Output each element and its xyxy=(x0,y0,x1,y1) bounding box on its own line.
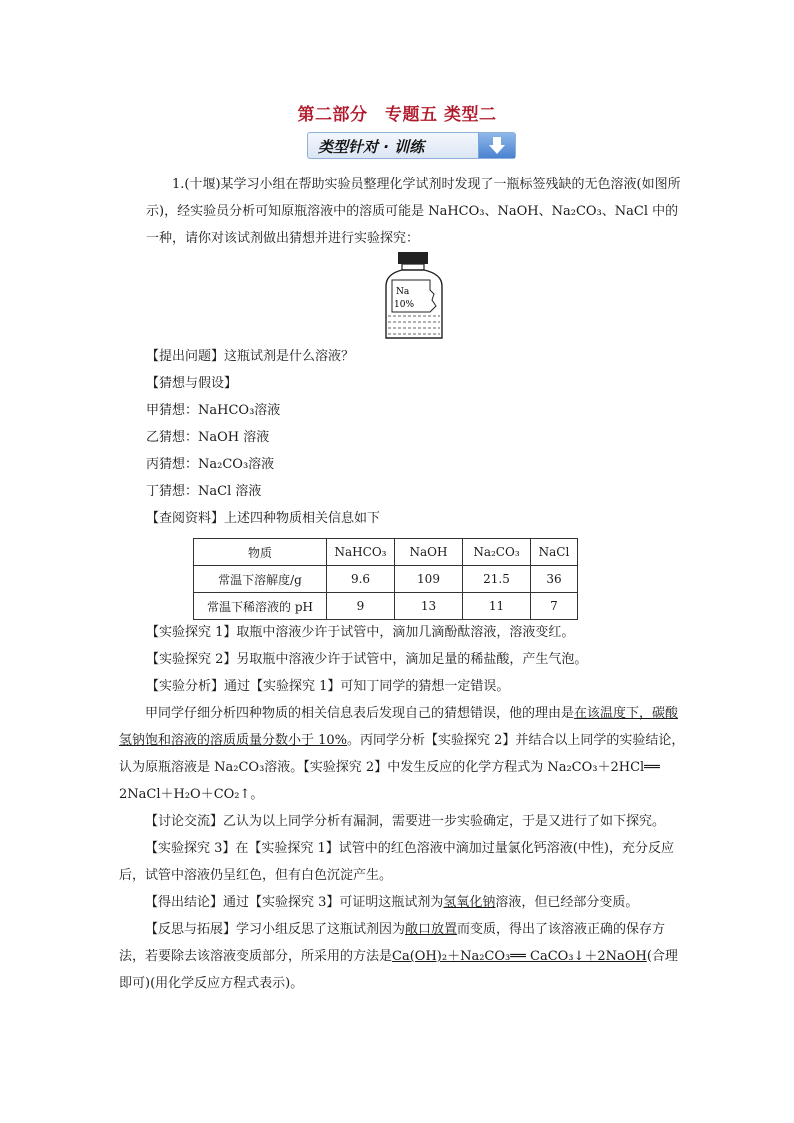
hypothesis-heading: 【猜想与假设】 xyxy=(146,376,238,391)
experiment-1: 【实验探究 1】取瓶中溶液少许于试管中，滴加几滴酚酞溶液，溶液变红。 xyxy=(146,625,575,640)
table-cell: 9 xyxy=(327,593,395,620)
experiment-2: 【实验探究 2】另取瓶中溶液少许于试管中，滴加足量的稀盐酸，产生气泡。 xyxy=(146,652,588,667)
substance-info-table xyxy=(193,538,578,620)
hypothesis-section xyxy=(146,343,686,532)
guess-c: 丙猜想：Na₂CO₃溶液 xyxy=(146,457,275,472)
question-intro xyxy=(146,171,688,252)
reflection-text-a: 【反思与拓展】学习小组反思了这瓶试剂因为 xyxy=(145,922,406,937)
table-row xyxy=(194,566,578,593)
reflection-text-c: (合理即可)(用化学反应方程式表示)。 xyxy=(119,949,678,991)
table-header-cell: NaCl xyxy=(531,539,578,566)
table-header-cell: Na₂CO₃ xyxy=(463,539,531,566)
down-arrow-icon[interactable] xyxy=(478,133,515,158)
table-row xyxy=(194,593,578,620)
experiment-section xyxy=(146,619,688,700)
answer-reason: 在该温度下，碳酸氢钠饱和溶液的溶质质量分数小于 10% xyxy=(119,706,679,748)
answer-reflection-1: 敞口放置 xyxy=(405,922,458,937)
conclusion-text-b: 溶液，但已经部分变质。 xyxy=(495,895,639,910)
table-cell: 11 xyxy=(463,593,531,620)
reasoning-text-b: 。丙同学分析【实验探究 2】并结合以上同学的实验结论，认为原瓶溶液是 Na₂CO₃溶液。【实验探究 2】中发生反应的化学方程式为 Na₂CO₃＋2HCl══ 2NaCl＋H₂O＋CO₂↑。 xyxy=(119,733,685,802)
conclusion-text-a: 【得出结论】通过【实验探究 3】可证明这瓶试剂为 xyxy=(145,895,444,910)
table-cell: 9.6 xyxy=(327,566,395,593)
reasoning-text-a: 甲同学仔细分析四种物质的相关信息表后发现自己的猜想错误，他的理由是 xyxy=(145,706,575,721)
page-title: 第二部分 专题五 类型二 xyxy=(297,105,497,125)
bottle-label-text-2: 10% xyxy=(394,300,415,310)
table-cell: 常温下稀溶液的 pH xyxy=(194,593,327,620)
intro-paragraph: 1.(十堰)某学习小组在帮助实验员整理化学试剂时发现了一瓶标签残缺的无色溶液(如图所示)，经实验员分析可知原瓶溶液中的溶质可能是 NaHCO₃、NaOH、Na₂CO₃、NaCl 中的一种，请你对该试剂做出猜想并进行实验探究： xyxy=(146,177,681,246)
conclusion-paragraph xyxy=(119,889,689,916)
table-header-cell: NaHCO₃ xyxy=(327,539,395,566)
table-cell: 36 xyxy=(531,566,578,593)
discussion-paragraph: 【讨论交流】乙认为以上同学分析有漏洞，需要进一步实验确定，于是又进行了如下探究。 xyxy=(145,814,666,829)
problem-statement: 【提出问题】这瓶试剂是什么溶液？ xyxy=(146,349,355,364)
answer-conclusion: 氢氧化钠 xyxy=(443,895,496,910)
table-header-row xyxy=(194,539,578,566)
banner-label: 类型针对 · 训练 xyxy=(318,138,425,156)
bottle-label-text-1: Na xyxy=(396,287,410,297)
reflection-paragraph xyxy=(119,916,689,997)
section-banner xyxy=(307,132,516,159)
table-cell: 常温下溶解度/g xyxy=(194,566,327,593)
guess-d: 丁猜想：NaCl 溶液 xyxy=(146,484,262,499)
reagent-bottle-figure xyxy=(380,250,460,342)
table-cell: 13 xyxy=(395,593,463,620)
table-header-cell: NaOH xyxy=(395,539,463,566)
table-header-cell: 物质 xyxy=(194,539,327,566)
discussion-section xyxy=(119,700,689,997)
guess-a: 甲猜想：NaHCO₃溶液 xyxy=(146,403,281,418)
table-cell: 7 xyxy=(531,593,578,620)
reasoning-paragraph xyxy=(119,700,689,808)
analysis: 【实验分析】通过【实验探究 1】可知丁同学的猜想一定错误。 xyxy=(146,679,510,694)
reflection-text-b: 而变质，得出了该溶液正确的保存方法，若要除去该溶液变质部分，所采用的方法是 xyxy=(119,922,666,964)
experiment-3: 【实验探究 3】在【实验探究 1】试管中的红色溶液中滴加过量氯化钙溶液(中性)，充分反应后，试管中溶液仍呈红色，但有白色沉淀产生。 xyxy=(119,841,674,883)
table-cell: 109 xyxy=(395,566,463,593)
lookup-heading: 【查阅资料】上述四种物质相关信息如下 xyxy=(146,511,381,526)
guess-b: 乙猜想：NaOH 溶液 xyxy=(146,430,270,445)
answer-reflection-2: Ca(OH)₂＋Na₂CO₃══ CaCO₃↓＋2NaOH xyxy=(392,949,647,964)
table-cell: 21.5 xyxy=(463,566,531,593)
